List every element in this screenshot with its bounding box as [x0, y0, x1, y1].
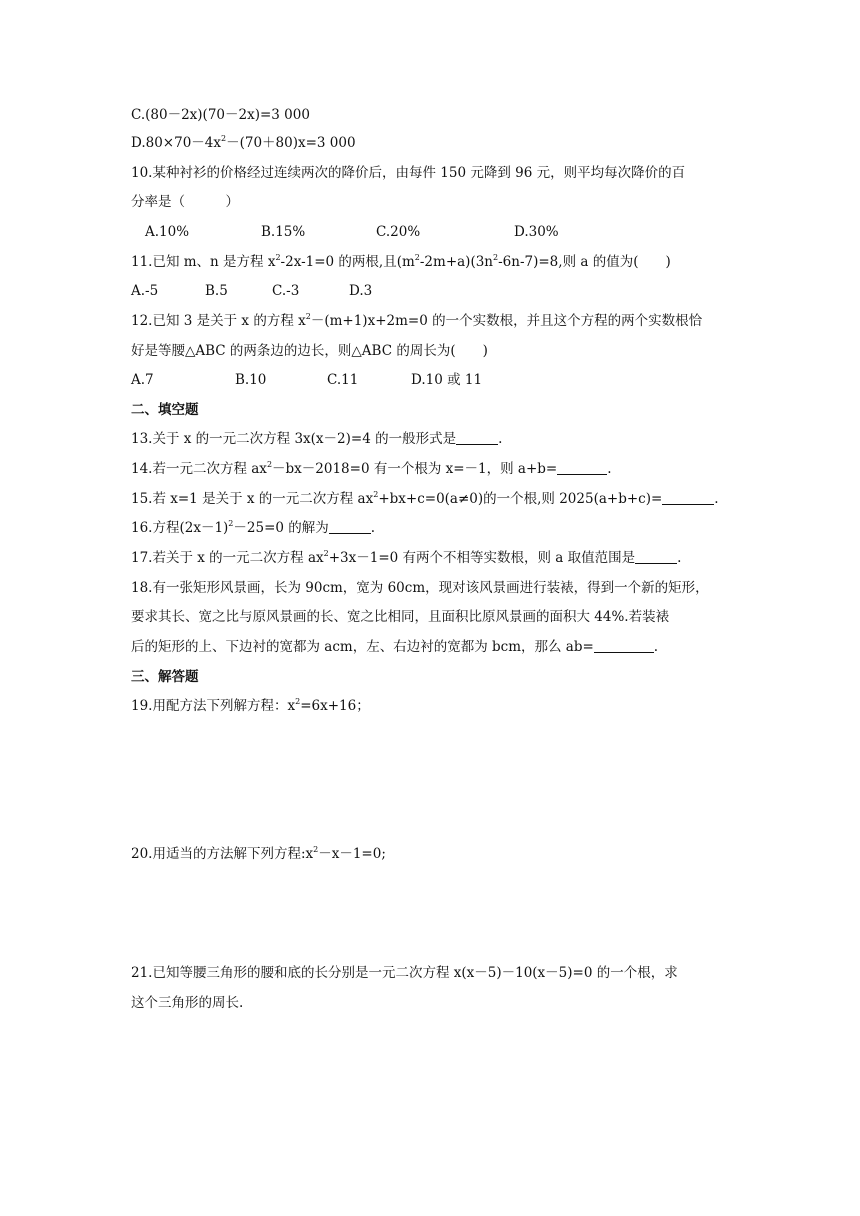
q10-option-d: D.30% [514, 224, 559, 240]
q18-stem-line3: 后的矩形的上、下边衬的宽都为 acm，左、右边衬的宽都为 bcm，那么 ab= . [131, 639, 659, 655]
q21-stem-line1: 21.已知等腰三角形的腰和底的长分别是一元二次方程 x(x－5)－10(x－5)=0 的一个根，求 [131, 965, 678, 981]
q12-stem-line1: 12.已知 3 是关于 x 的方程 $x^2-(m+1)x+2m=0$ 的一个实数根，并且这个方程的两个实数根恰 [131, 312, 703, 329]
q12-stem-line2: 好是等腰△ABC 的两条边的边长，则△ABC 的周长为( ) [131, 343, 488, 359]
q12-option-d: D.10 或 11 [411, 372, 483, 388]
answer-blank [557, 462, 607, 475]
q12-option-a: A.7 [131, 372, 154, 388]
answer-blank [456, 432, 498, 445]
q10-option-b: B.15% [261, 224, 306, 240]
q9-option-d: $D.80\times 70-4x^2-(70+80)x=3$ 000 [131, 134, 356, 151]
answer-blank [329, 521, 371, 534]
q12-option-b: B.10 [235, 372, 267, 388]
q11-option-a: A.-5 [131, 283, 159, 299]
section-heading-solve: 三、解答题 [131, 669, 199, 685]
q21-stem-line2: 这个三角形的周长. [131, 995, 244, 1011]
section-heading-fill-in: 二、填空题 [131, 402, 199, 418]
q16-stem: 16.方程$(2x-1)^2-25=0$ 的解为 . [131, 519, 376, 536]
q20-stem: 20.用适当的方法解下列方程$:x^2-x-1=0$; [131, 845, 386, 862]
q19-stem: 19.用配方法下列解方程：$x^2=6x+16$； [131, 697, 370, 714]
q15-stem: 15.若 x=1 是关于 x 的一元二次方程 $ax^2+bx+c=0(a\ne 0)$的一个根,则 2025(a+b+c)= . [131, 490, 719, 507]
q10-option-c: C.20% [376, 224, 421, 240]
q11-option-d: D.3 [349, 283, 373, 299]
answer-blank [662, 492, 714, 505]
q13-stem: 13.关于 x 的一元二次方程 3x(x－2)=4 的一般形式是 . [131, 431, 503, 447]
q11-option-c: C.-3 [272, 283, 300, 299]
q17-stem: 17.若关于 x 的一元二次方程 $ax^2+3x-1=0$ 有两个不相等实数根，则 a 取值范围是 . [131, 549, 682, 566]
q18-stem-line2: 要求其长、宽之比与原风景画的长、宽之比相同，且面积比原风景画的面积大 44%.若装裱 [131, 609, 670, 625]
answer-blank [635, 551, 677, 564]
q10-stem-line2: 分率是（ ） [131, 194, 239, 210]
q10-stem-line1: 10.某种衬衫的价格经过连续两次的降价后，由每件 150 元降到 96 元，则平均每次降价的百 [131, 165, 686, 181]
answer-blank [594, 640, 654, 653]
q18-stem-line1: 18.有一张矩形风景画，长为 90cm，宽为 60cm，现对该风景画进行装裱，得到一个新的矩形， [131, 580, 709, 596]
q11-option-b: B.5 [205, 283, 228, 299]
q14-stem: 14.若一元二次方程 $ax^2-bx-2018=0$ 有一个根为 x=－1，则 a+b= . [131, 460, 612, 477]
q11-stem: 11.已知 m、n 是方程 $x^2-2x-1=0$ 的两根,且$(m^2-2m+a)(3n^2-6n-7)=8$,则 a 的值为( ) [131, 253, 671, 270]
q12-option-c: C.11 [327, 372, 359, 388]
q9-option-c: C.(80－2x)(70－2x)=3 000 [131, 107, 310, 123]
q10-option-a: A.10% [145, 224, 190, 240]
